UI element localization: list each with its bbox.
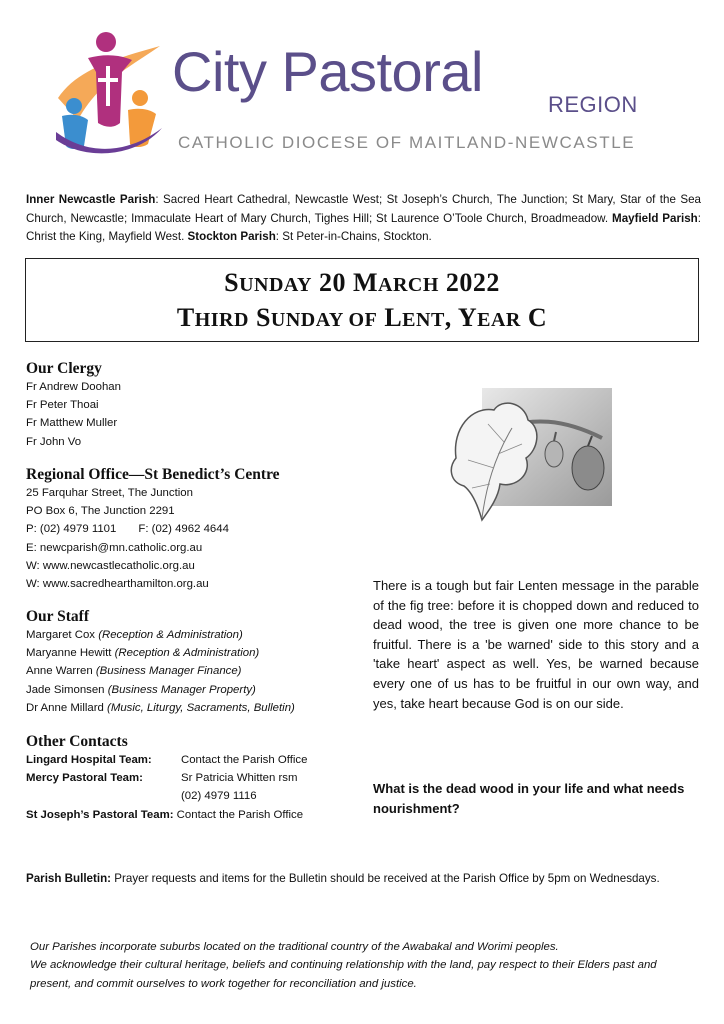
contact-row (26, 751, 307, 769)
staff-member: Margaret Cox (Reception & Administration) (26, 629, 243, 641)
office-phone-fax (26, 520, 280, 538)
reflection-question: What is the dead wood in your life and what needs nourishment? (373, 781, 685, 816)
bulletin-date: SUNDAY 20 MARCH 2022 (224, 268, 500, 297)
contacts-heading: Other Contacts (26, 733, 128, 750)
office-phone: P: (02) 4979 1101 (26, 523, 117, 536)
staff-heading: Our Staff (26, 608, 90, 625)
reflection-text: There is a tough but fair Lenten message in the parable of the fig tree: before it is chopped down and reduced to dead wood, the tree is given one more chance to be fruitful. There is a 'be warned' side to this story and a 'take heart' aspect as well. Yes, be warned because every one of us has to be fruitful in our own way, and yes, take heart because God is on our side. (373, 578, 699, 711)
contact-label: St Joseph’s Pastoral Team: (26, 808, 174, 821)
clergy-name: Fr Matthew Muller (26, 417, 118, 430)
office-website-link[interactable]: W: www.newcastlecatholic.org.au (26, 559, 195, 572)
stockton-parish-label: Stockton Parish (187, 230, 276, 243)
city-pastoral-logo-icon (48, 28, 166, 156)
staff-member: Jade Simonsen (Business Manager Property) (26, 683, 256, 696)
staff-member: Maryanne Hewitt (Reception & Administration) (26, 647, 260, 660)
clergy-name: Fr Andrew Doohan (26, 381, 121, 393)
bulletin-label: Parish Bulletin: (26, 872, 112, 885)
contact-row (26, 769, 307, 787)
office-website-link[interactable]: W: www.sacredhearthamilton.org.au (26, 578, 209, 591)
staff-member: Dr Anne Millard (Music, Liturgy, Sacraments, Bulletin) (26, 701, 295, 714)
office-postal-line: PO Box 6, The Junction 2291 (26, 505, 175, 518)
staff-section (26, 608, 295, 717)
clergy-name: Fr John Vo (26, 435, 82, 448)
contact-phone: (02) 4979 1116 (181, 790, 257, 803)
mayfield-parish-label: Mayfield Parish (612, 211, 698, 225)
contact-value: Sr Patricia Whitten rsm (181, 772, 298, 785)
office-section (26, 466, 280, 593)
office-fax: F: (02) 4962 4644 (138, 523, 229, 536)
bulletin-text: Prayer requests and items for the Bulletin should be received at the Parish Office by 5pm on Wednesdays. (114, 872, 660, 885)
clergy-section (26, 360, 121, 451)
mayfield-parish-text: Christ the King, Mayfield West. (26, 230, 185, 243)
staff-member: Anne Warren (Business Manager Finance) (26, 665, 242, 678)
contact-value: Contact the Parish Office (176, 808, 304, 821)
liturgical-day: THIRD SUNDAY OF LENT, YEAR C (176, 303, 548, 332)
fig-tree-illustration (442, 388, 612, 523)
contact-label: Lingard Hospital Team: (26, 754, 152, 766)
office-address-line: 25 Farquhar Street, The Junction (26, 487, 193, 499)
contact-row (26, 806, 307, 824)
office-heading: Regional Office—St Benedict’s Centre (26, 466, 280, 483)
parish-list: Inner Newcastle Parish: Sacred Heart Cathedral, Newcastle West; St Joseph’s Church, The Junction; St Mary, Star of the Sea Church, Newcastle; Immaculate Heart of Mary Church, Tighes Hill; St Laurence O’Toole Church, Broadmeadow. Mayfield Parish: Christ the King, Mayfield West. Stockton Parish: St Peter-in-Chains, Stockton. (26, 193, 701, 243)
inner-parish-label: Inner Newcastle Parish (26, 193, 156, 206)
inner-parish-text: Sacred Heart Cathedral, Newcastle West; St Joseph’s Church, The Junction; St Mary, Star of the Sea Church, Newcastle; Immaculate Heart of Mary Church, Tighes Hill; St Laurence O’Toole Church, Broadmeadow. (26, 193, 701, 225)
title-box (25, 258, 699, 342)
contact-label: Mercy Pastoral Team: (26, 772, 143, 785)
acknowledgement-of-country (30, 938, 700, 993)
brand-subtitle: CATHOLIC DIOCESE OF MAITLAND-NEWCASTLE (178, 133, 636, 152)
brand-region: REGION (548, 92, 638, 117)
brand-title: City Pastoral (172, 40, 483, 103)
contact-row (26, 787, 307, 805)
contacts-section (26, 733, 307, 824)
clergy-name: Fr Peter Thoai (26, 399, 99, 412)
contact-value: Contact the Parish Office (181, 754, 308, 766)
stockton-parish-text: St Peter-in-Chains, Stockton. (282, 230, 432, 243)
acknowledgement-line: Our Parishes incorporate suburbs located on the traditional country of the Awabakal and Worimi peoples. (30, 941, 559, 953)
office-email[interactable]: E: newcparish@mn.catholic.org.au (26, 541, 203, 554)
clergy-heading: Our Clergy (26, 360, 102, 377)
bulletin-note (26, 870, 701, 889)
acknowledgement-line: We acknowledge their cultural heritage, beliefs and continuing relationship with the land, pay respect to their Elders past and present, and commit ourselves to work together for reconciliation and justice. (30, 959, 657, 990)
